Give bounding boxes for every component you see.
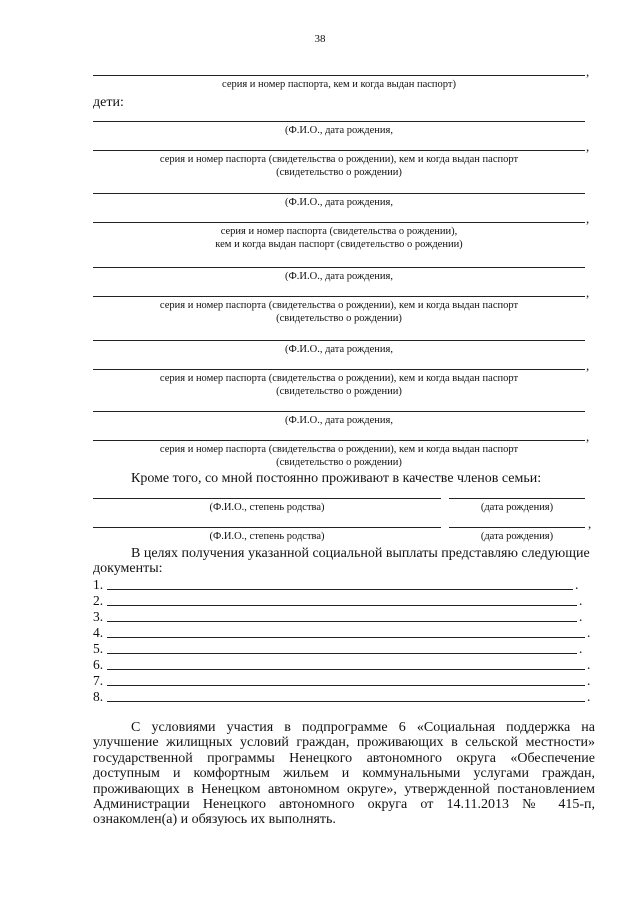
caption-passport-alt-2: кем и когда выдан паспорт (свидетельство о рождении) [215,239,463,250]
item-number: 4. [93,625,104,640]
comma: , [586,64,590,79]
fill-line[interactable] [93,75,585,76]
family-intro: Кроме того, со мной постоянно проживают в качестве членов семьи: [131,471,542,486]
fill-line-date[interactable] [449,498,585,499]
caption-fio-birth: (Ф.И.О., дата рождения, [284,197,393,208]
closing-paragraph: С условиями участия в подпрограмме 6 «Социальная поддержка на улучшение жилищных условий граждан, проживающих в сельской местности» государственной программы Ненецкого автономного округа «Обеспечение доступным и комфортным жильем и коммунальными услугами граждан, проживающих в Ненецком автономном округе», утвержденной постановлением Администрации Ненецкого автономного округа от 14.11.2013 № 415-п, ознакомлен(а) и обязуюсь их выполнять. [93,720,595,828]
period: . [579,641,583,656]
caption-fio-relation: (Ф.И.О., степень родства) [209,502,325,513]
comma: , [586,429,590,444]
caption-birth-date: (дата рождения) [480,531,554,542]
comma: , [588,516,592,531]
comma: , [586,139,590,154]
period: . [575,577,579,592]
fill-line[interactable] [93,296,585,297]
document-item-3[interactable] [93,609,593,625]
fill-line[interactable] [93,340,585,341]
fill-line[interactable] [107,653,577,654]
fill-line[interactable] [93,150,585,151]
caption-passport-cert-2: (свидетельство о рождении) [276,386,402,397]
fill-line[interactable] [107,701,585,702]
caption-passport-cert-1: серия и номер паспорта (свидетельства о рождении), кем и когда выдан паспорт [159,154,519,165]
caption-passport-alt-1: серия и номер паспорта (свидетельства о рождении), [220,226,458,237]
caption-fio-relation: (Ф.И.О., степень родства) [209,531,325,542]
fill-line[interactable] [107,669,585,670]
document-item-2[interactable] [93,593,593,609]
document-item-6[interactable] [93,657,593,673]
caption-fio-birth: (Ф.И.О., дата рождения, [284,415,393,426]
caption-passport-cert-2: (свидетельство о рождении) [276,167,402,178]
fill-line[interactable] [93,193,585,194]
item-number: 1. [93,577,104,592]
item-number: 6. [93,657,104,672]
comma: , [586,358,590,373]
comma: , [586,211,590,226]
document-item-8[interactable] [93,689,593,705]
item-number: 2. [93,593,104,608]
caption-fio-birth: (Ф.И.О., дата рождения, [284,125,393,136]
item-number: 3. [93,609,104,624]
caption-passport-cert-2: (свидетельство о рождении) [276,313,402,324]
item-number: 7. [93,673,104,688]
children-label: дети: [93,95,124,110]
documents-intro-2: документы: [93,561,163,576]
document-item-4[interactable] [93,625,593,641]
caption-passport-cert-1: серия и номер паспорта (свидетельства о рождении), кем и когда выдан паспорт [159,373,519,384]
document-item-7[interactable] [93,673,593,689]
fill-line-fio[interactable] [93,498,441,499]
caption-passport-cert-2: (свидетельство о рождении) [276,457,402,468]
fill-line[interactable] [107,589,573,590]
fill-line[interactable] [93,411,585,412]
fill-line[interactable] [107,621,577,622]
period: . [579,609,583,624]
period: . [587,657,591,672]
period: . [579,593,583,608]
fill-line-fio[interactable] [93,527,441,528]
fill-line[interactable] [107,685,585,686]
caption-birth-date: (дата рождения) [480,502,554,513]
caption-fio-birth: (Ф.И.О., дата рождения, [284,344,393,355]
comma: , [586,285,590,300]
fill-line[interactable] [93,267,585,268]
fill-line-date[interactable] [449,527,585,528]
period: . [587,673,591,688]
documents-intro-1: В целях получения указанной социальной выплаты представляю следующие [131,546,590,561]
fill-line[interactable] [93,121,585,122]
document-item-5[interactable] [93,641,593,657]
caption-passport: серия и номер паспорта, кем и когда выдан паспорт) [222,79,456,90]
caption-fio-birth: (Ф.И.О., дата рождения, [284,271,393,282]
caption-passport-cert-1: серия и номер паспорта (свидетельства о рождении), кем и когда выдан паспорт [159,300,519,311]
fill-line[interactable] [93,369,585,370]
period: . [587,689,591,704]
fill-line[interactable] [107,637,585,638]
page-number: 38 [314,33,326,45]
item-number: 8. [93,689,104,704]
fill-line[interactable] [93,440,585,441]
fill-line[interactable] [93,222,585,223]
document-item-1[interactable] [93,577,593,593]
item-number: 5. [93,641,104,656]
caption-passport-cert-1: серия и номер паспорта (свидетельства о рождении), кем и когда выдан паспорт [159,444,519,455]
period: . [587,625,591,640]
fill-line[interactable] [107,605,577,606]
